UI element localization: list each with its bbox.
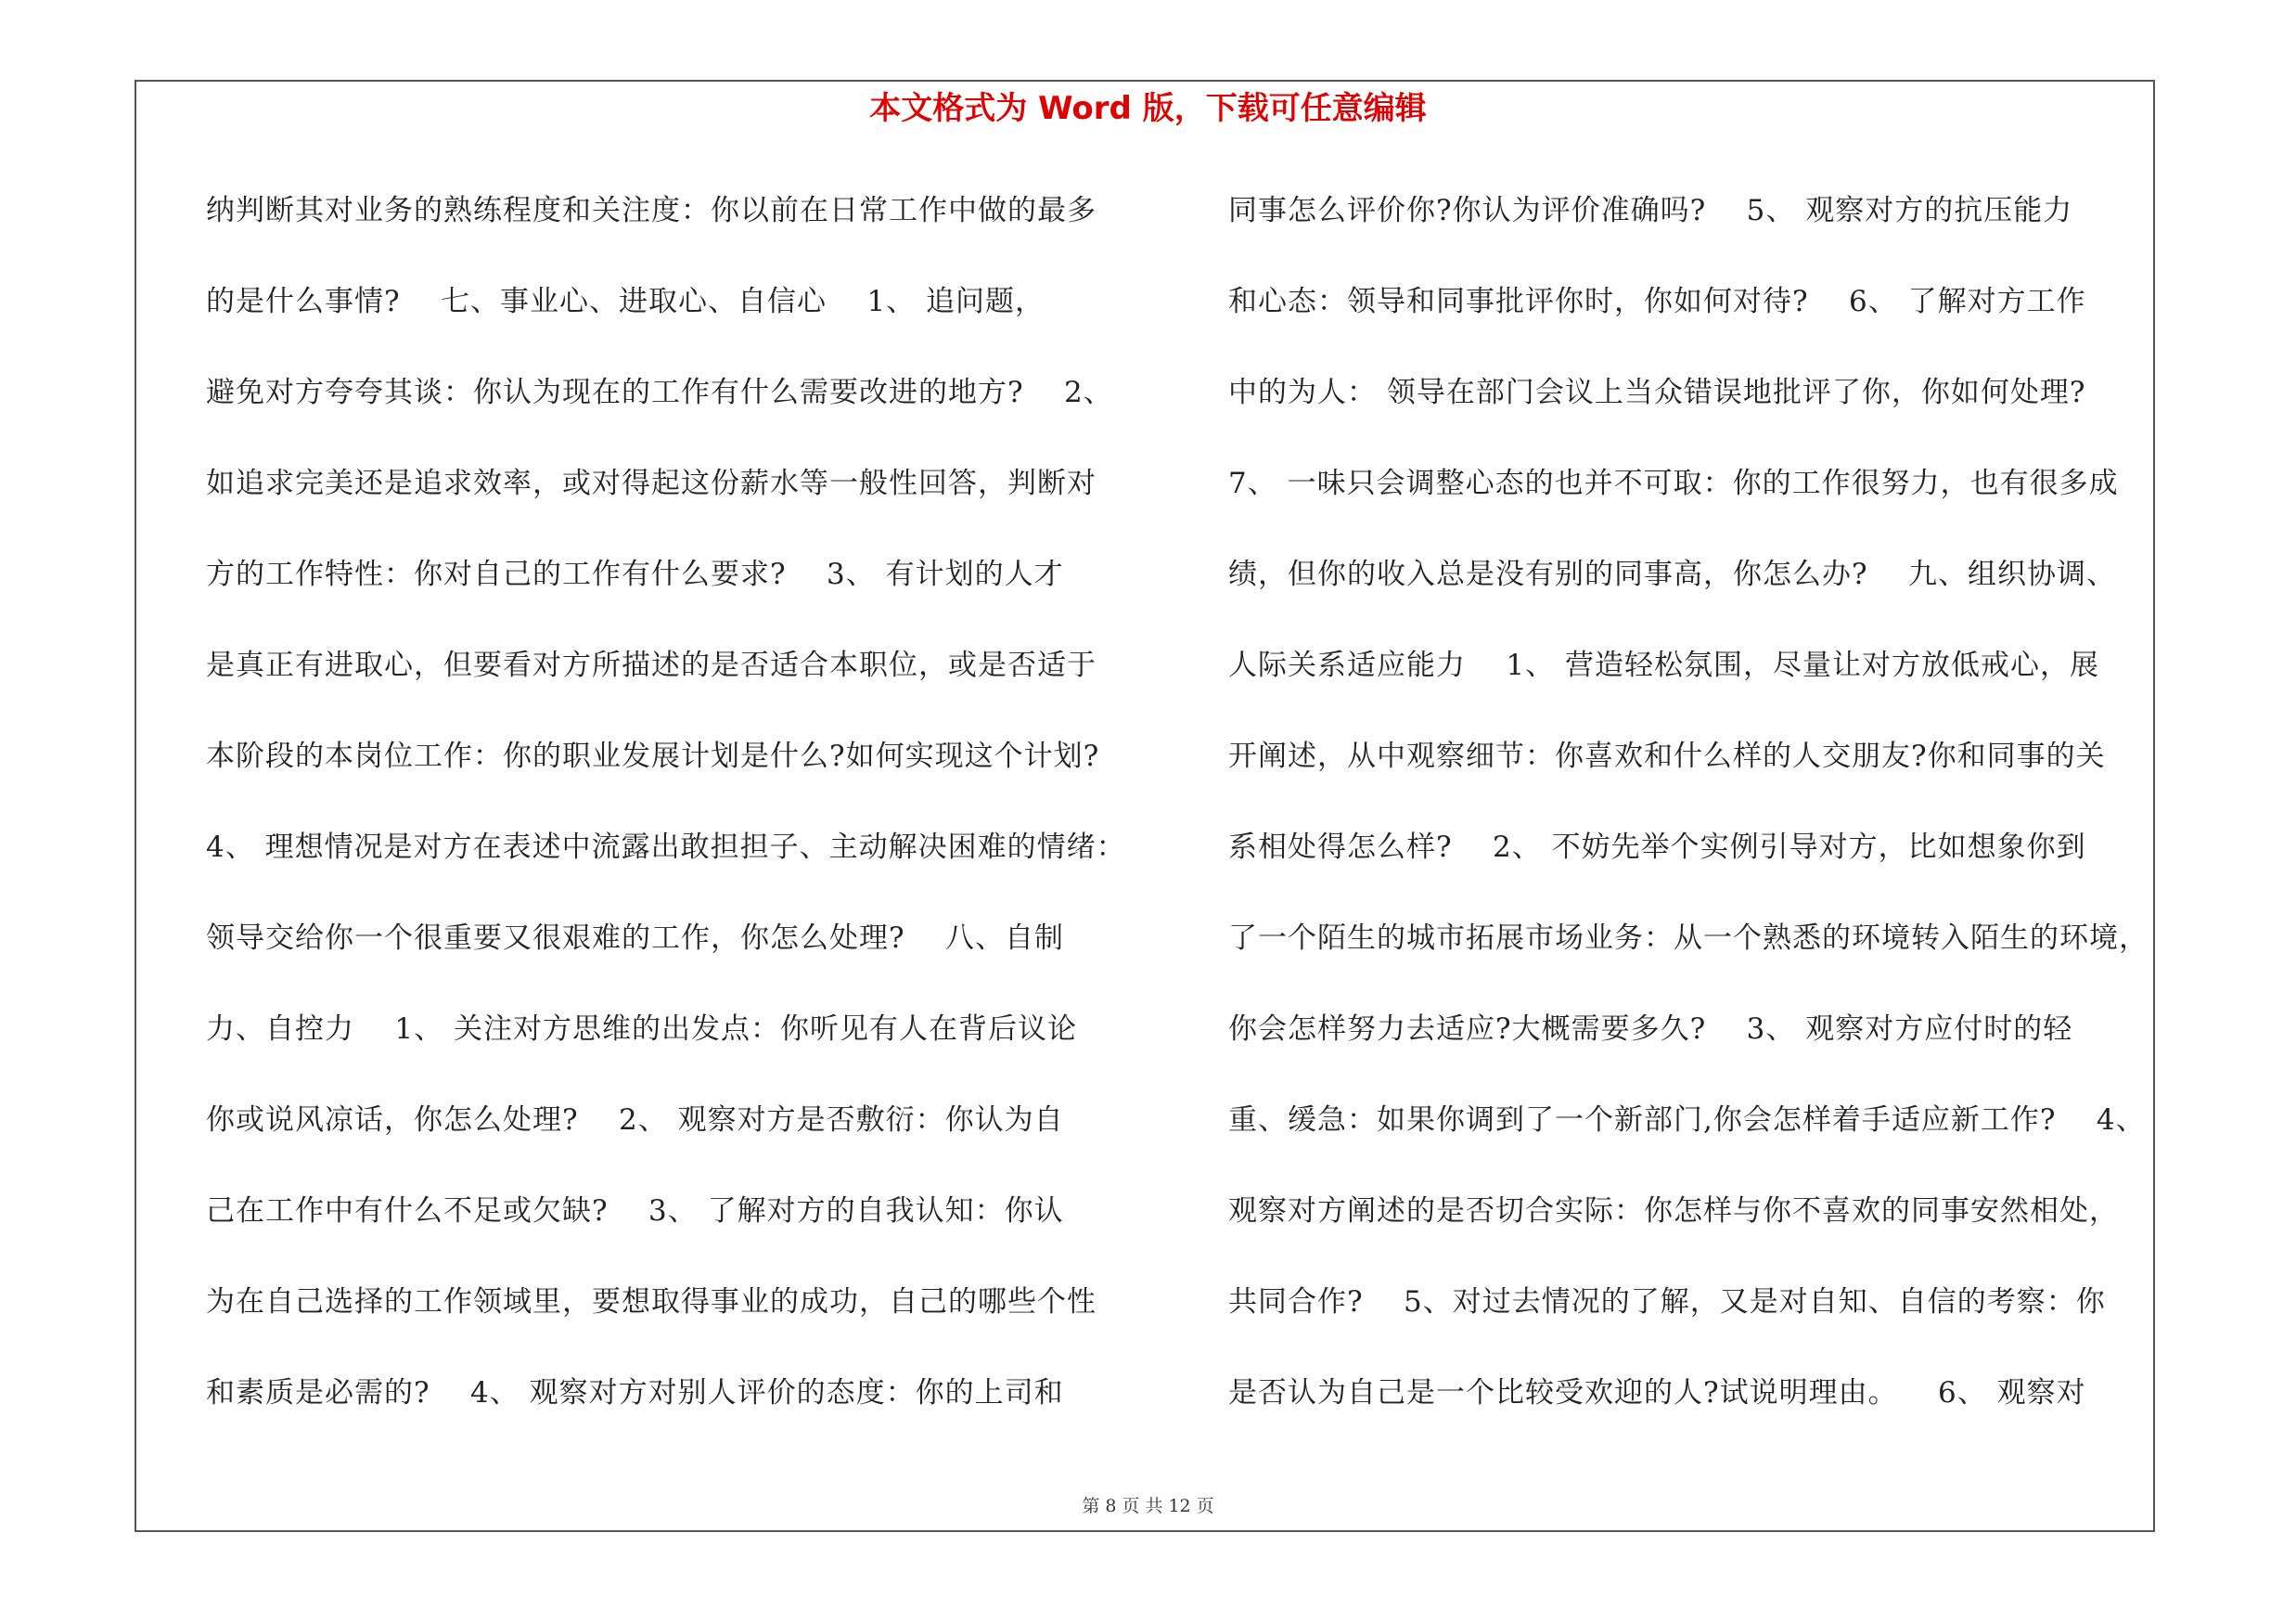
text-line: 共同合作? 5、对过去情况的了解，又是对自知、自信的考察：你 (1228, 1285, 2106, 1319)
text-line: 避免对方夸夸其谈：你认为现在的工作有什么需要改进的地方? 2、 (206, 376, 1113, 409)
text-line: 中的为人： 领导在部门会议上当众错误地批评了你，你如何处理? (1228, 376, 2086, 409)
text-line: 开阐述，从中观察细节：你喜欢和什么样的人交朋友?你和同事的关 (1228, 740, 2106, 773)
footer-page-number: 8 (1105, 1496, 1117, 1516)
text-line: 领导交给你一个很重要又很艰难的工作，你怎么处理? 八、自制 (206, 921, 1065, 955)
text-line: 系相处得怎么样? 2、 不妨先举个实例引导对方，比如想象你到 (1228, 831, 2086, 864)
text-line: 和心态：领导和同事批评你时，你如何对待? 6、 了解对方工作 (1228, 285, 2086, 318)
text-line: 如追求完美还是追求效率，或对得起这份薪水等一般性回答，判断对 (206, 467, 1097, 500)
text-line: 重、缓急：如果你调到了一个新部门,你会怎样着手适应新工作? 4、 (1228, 1103, 2146, 1137)
footer-prefix: 第 (1082, 1496, 1100, 1516)
text-line: 绩，但你的收入总是没有别的同事高，你怎么办? 九、组织协调、 (1228, 558, 2117, 591)
text-line: 己在工作中有什么不足或欠缺? 3、 了解对方的自我认知：你认 (206, 1194, 1064, 1228)
footer-total-pages: 12 (1168, 1496, 1191, 1516)
text-line: 同事怎么评价你?你认为评价准确吗? 5、 观察对方的抗压能力 (1228, 194, 2073, 227)
text-line: 本阶段的本岗位工作：你的职业发展计划是什么?如何实现这个计划? (206, 740, 1100, 773)
text-line: 人际关系适应能力 1、 营造轻松氛围，尽量让对方放低戒心，展 (1228, 649, 2099, 682)
left-text-column (206, 182, 1171, 1455)
text-line: 的是什么事情? 七、事业心、进取心、自信心 1、 追问题， (206, 285, 1045, 318)
text-line: 力、自控力 1、 关注对方思维的出发点：你听见有人在背后议论 (206, 1012, 1077, 1046)
text-line: 方的工作特性：你对自己的工作有什么要求? 3、 有计划的人才 (206, 558, 1064, 591)
text-line: 你或说风凉话，你怎么处理? 2、 观察对方是否敷衍：你认为自 (206, 1103, 1064, 1137)
page-number-footer (0, 1492, 2296, 1517)
text-line: 4、 理想情况是对方在表述中流露出敢担担子、主动解决困难的情绪： (206, 831, 1126, 864)
footer-suffix: 页 (1196, 1496, 1214, 1516)
text-line: 了一个陌生的城市拓展市场业务：从一个熟悉的环境转入陌生的环境， (1228, 921, 2148, 955)
text-line: 是真正有进取心，但要看对方所描述的是否适合本职位，或是否适于 (206, 649, 1097, 682)
text-line: 是否认为自己是一个比较受欢迎的人?试说明理由。 6、 观察对 (1228, 1376, 2086, 1410)
text-line: 7、 一味只会调整心态的也并不可取：你的工作很努力，也有很多成 (1228, 467, 2119, 500)
text-line: 纳判断其对业务的熟练程度和关注度：你以前在日常工作中做的最多 (206, 194, 1097, 227)
text-line: 观察对方阐述的是否切合实际：你怎样与你不喜欢的同事安然相处， (1228, 1194, 2119, 1228)
text-line: 你会怎样努力去适应?大概需要多久? 3、 观察对方应付时的轻 (1228, 1012, 2073, 1046)
text-line: 和素质是必需的? 4、 观察对方对别人评价的态度：你的上司和 (206, 1376, 1064, 1410)
right-text-column (1228, 182, 2193, 1455)
word-format-banner: 本文格式为 Word 版，下载可任意编辑 (869, 90, 1427, 127)
text-line: 为在自己选择的工作领域里，要想取得事业的成功，自己的哪些个性 (206, 1285, 1097, 1319)
footer-middle: 页 共 (1122, 1496, 1163, 1516)
